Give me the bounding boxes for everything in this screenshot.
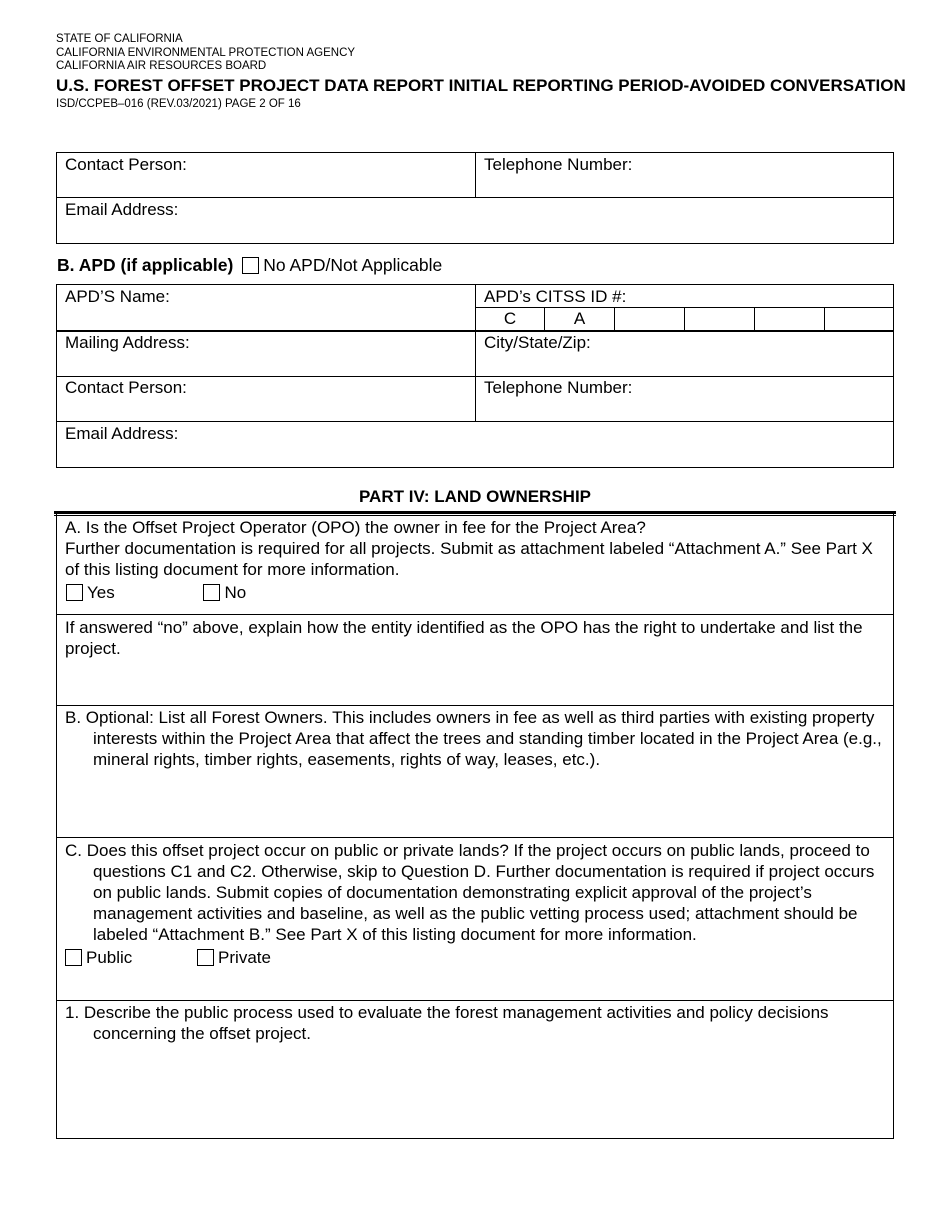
apd-email-label: Email Address:	[65, 424, 179, 443]
public-label: Public	[86, 948, 133, 967]
agency-line-1: STATE OF CALIFORNIA	[56, 33, 183, 45]
no-checkbox[interactable]	[203, 584, 220, 601]
question-a-note: Further documentation is required for all projects. Submit as attachment labeled “Attachment A.” See Part X of this listing document for more information.	[65, 539, 873, 579]
citss-cell-2[interactable]: A	[573, 309, 586, 328]
mailing-address-field[interactable]	[65, 332, 470, 374]
form-code: ISD/CCPEB–016 (REV.03/2021) PAGE 2 OF 16	[56, 97, 301, 110]
private-label: Private	[218, 948, 271, 967]
question-c1-text: 1. Describe the public process used to evaluate the forest management activities and policy decisions concerning the offset project.	[65, 1003, 829, 1043]
contact-person-label: Contact Person:	[65, 155, 187, 174]
city-state-zip-label: City/State/Zip:	[484, 333, 591, 352]
apd-contact-person-label: Contact Person:	[65, 378, 187, 397]
question-c1[interactable]	[57, 1002, 887, 1136]
citss-cell-1[interactable]: C	[503, 309, 517, 328]
apd-contact-person-field[interactable]	[65, 377, 470, 419]
no-apd-label: No APD/Not Applicable	[263, 255, 443, 275]
city-state-zip-field[interactable]	[484, 332, 889, 374]
form-title: U.S. FOREST OFFSET PROJECT DATA REPORT INITIAL REPORTING PERIOD-AVOIDED CONVERSATION	[56, 75, 906, 95]
form-header	[56, 33, 906, 111]
mailing-address-label: Mailing Address:	[65, 333, 190, 352]
section-b-heading	[57, 254, 442, 276]
contact-person-field[interactable]	[65, 154, 470, 196]
citss-cell-4[interactable]	[685, 309, 754, 329]
apd-name-label: APD’S Name:	[65, 287, 170, 306]
no-label: No	[224, 583, 247, 602]
question-a-explain-text: If answered “no” above, explain how the entity identified as the OPO has the right to undertake and list the project.	[65, 618, 863, 658]
apd-telephone-label: Telephone Number:	[484, 378, 633, 397]
apd-name-field[interactable]	[65, 286, 470, 328]
email-field[interactable]	[65, 199, 890, 241]
yes-checkbox[interactable]	[66, 584, 83, 601]
agency-line-3: CALIFORNIA AIR RESOURCES BOARD	[56, 60, 267, 72]
no-apd-checkbox[interactable]	[242, 257, 259, 274]
citss-cell-3[interactable]	[615, 309, 684, 329]
question-c	[57, 840, 887, 968]
telephone-label: Telephone Number:	[484, 155, 633, 174]
email-label: Email Address:	[65, 200, 179, 219]
question-c-text: C. Does this offset project occur on public or private lands? If the project occurs on public lands, proceed to questions C1 and C2. Otherwise, skip to Question D. Further documentation is required if project occurs on public lands. Submit copies of documentation demonstrating explicit approval of the project’s management activities and baseline, as well as the public vetting process used; attachment should be labeled “Attachment B.” See Part X of this listing document for more information.	[65, 841, 875, 944]
question-a	[65, 517, 889, 603]
section-b-title: B. APD (if applicable)	[57, 255, 234, 275]
part-iv-title: PART IV: LAND OWNERSHIP	[358, 487, 592, 506]
question-a-explain[interactable]	[65, 617, 889, 703]
public-checkbox[interactable]	[65, 949, 82, 966]
agency-line-2: CALIFORNIA ENVIRONMENTAL PROTECTION AGENCY	[56, 46, 356, 59]
yes-label: Yes	[87, 583, 115, 602]
question-b[interactable]	[57, 707, 887, 835]
question-b-text: B. Optional: List all Forest Owners. This includes owners in fee as well as third parties with existing property interests within the Project Area that affect the trees and standing timber located in the Project Area (e.g., mineral rights, timber rights, easements, rights of way, leases, etc.).	[65, 708, 882, 769]
apd-email-field[interactable]	[65, 423, 890, 465]
citss-cell-5[interactable]	[755, 309, 824, 329]
citss-id-label: APD’s CITSS ID #:	[484, 287, 627, 306]
question-a-text: A. Is the Offset Project Operator (OPO) the owner in fee for the Project Area?	[65, 518, 646, 537]
private-checkbox[interactable]	[197, 949, 214, 966]
telephone-field[interactable]	[484, 154, 889, 196]
citss-cell-6[interactable]	[825, 309, 893, 329]
apd-telephone-field[interactable]	[484, 377, 889, 419]
